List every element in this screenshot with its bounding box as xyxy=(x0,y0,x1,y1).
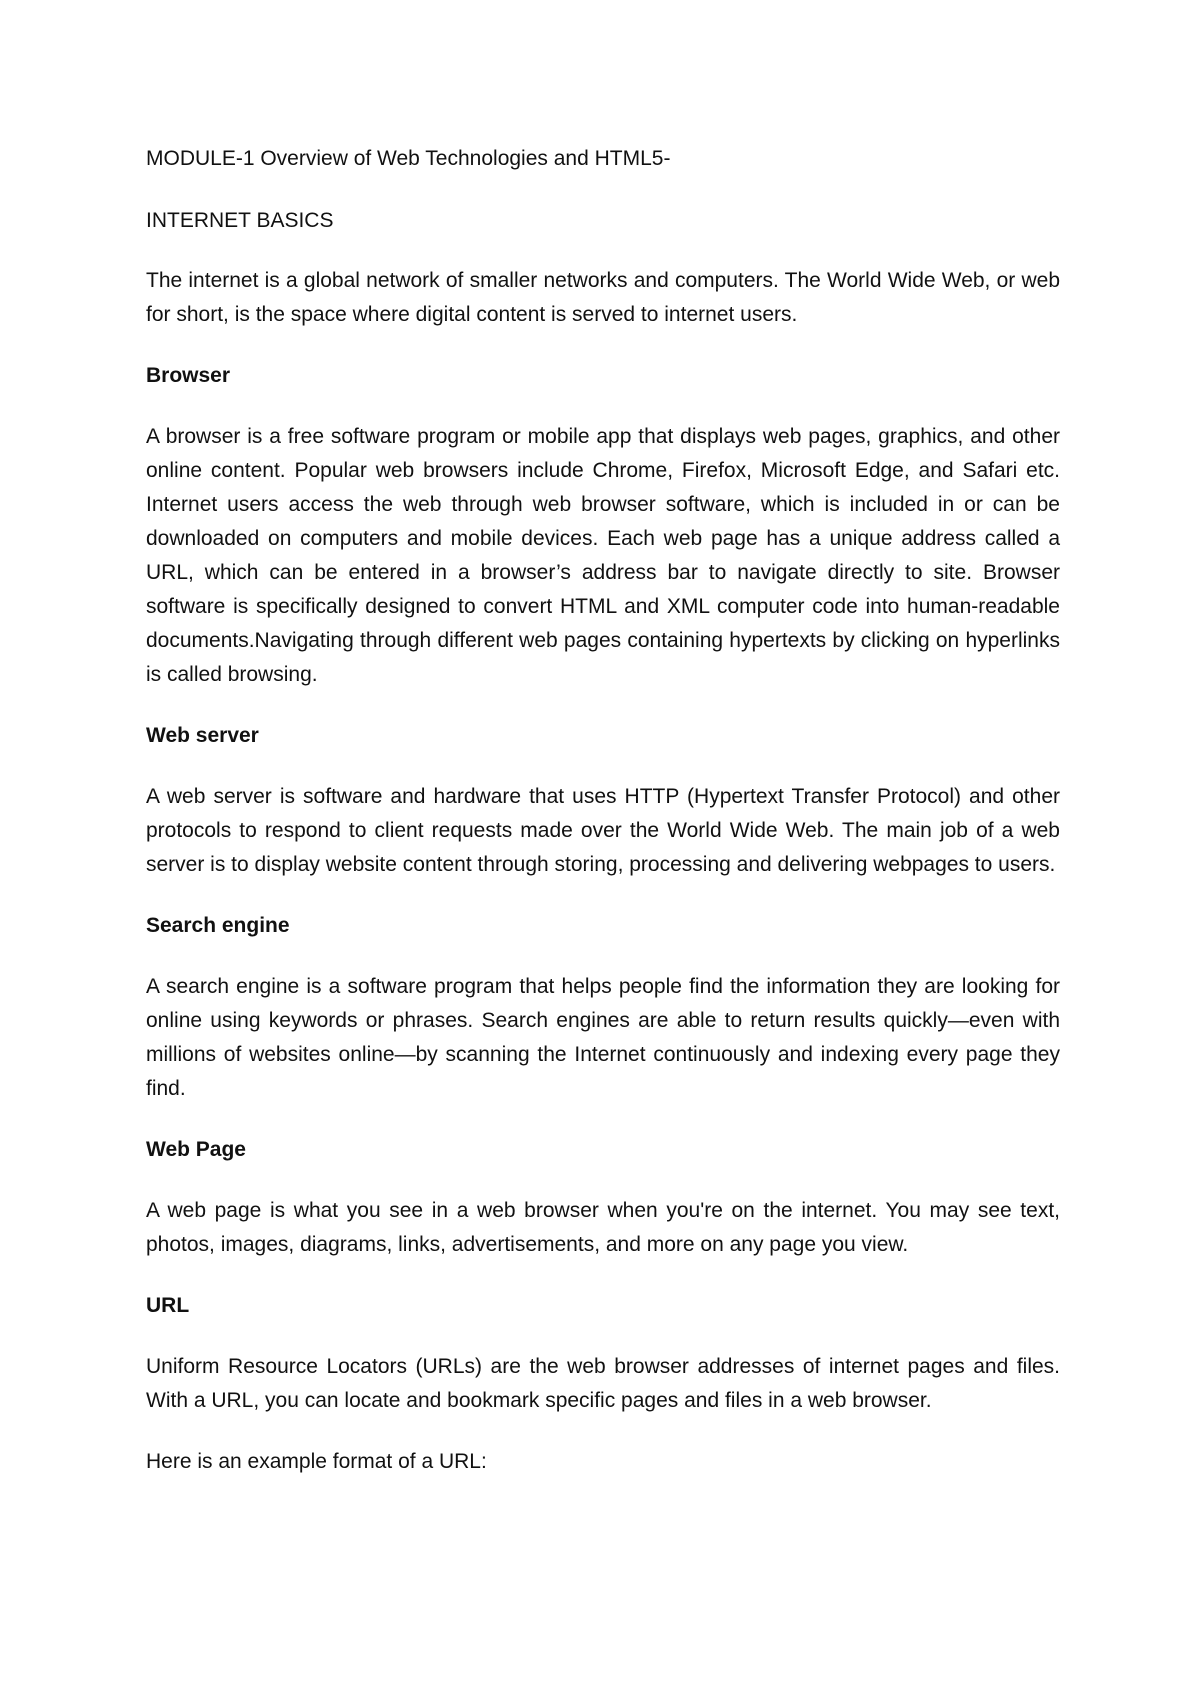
paragraph-browser: A browser is a free software program or mobile app that displays web pages, graphics, and other online content. Popular web browsers include Chrome, Firefox, Microsoft Edge, and Safari etc. Internet users access the web through web browser software, which is included in or can be downloaded on computers and mobile devices. Each web page has a unique address called a URL, which can be entered in a browser’s address bar to navigate directly to site. Browser software is specifically designed to convert HTML and XML computer code into human-readable documents.Navigating through different web pages containing hypertexts by clicking on hyperlinks is called browsing. xyxy=(146,425,1060,686)
paragraph-search-engine: A search engine is a software program that helps people find the information they are looking for online using keywords or phrases. Search engines are able to return results quickly—even with millions of websites online—by scanning the Internet continuously and indexing every page they find. xyxy=(146,975,1060,1100)
closing-line: Here is an example format of a URL: xyxy=(146,1450,487,1473)
intro-paragraph: The internet is a global network of smaller networks and computers. The World Wide Web, or web for short, is the space where digital content is served to internet users. xyxy=(146,269,1060,326)
paragraph-web-page: A web page is what you see in a web browser when you're on the internet. You may see text, photos, images, diagrams, links, advertisements, and more on any page you view. xyxy=(146,1199,1060,1256)
paragraph-web-server: A web server is software and hardware that uses HTTP (Hypertext Transfer Protocol) and other protocols to respond to client requests made over the World Wide Web. The main job of a web server is to display website content through storing, processing and delivering webpages to users. xyxy=(146,785,1060,876)
heading-web-server: Web server xyxy=(146,724,259,747)
paragraph-url: Uniform Resource Locators (URLs) are the web browser addresses of internet pages and files. With a URL, you can locate and bookmark specific pages and files in a web browser. xyxy=(146,1355,1060,1412)
heading-url: URL xyxy=(146,1294,190,1317)
module-title: MODULE-1 Overview of Web Technologies and HTML5- xyxy=(146,147,671,170)
section-label: INTERNET BASICS xyxy=(146,209,334,232)
heading-browser: Browser xyxy=(146,364,231,387)
heading-search-engine: Search engine xyxy=(146,914,290,937)
heading-web-page: Web Page xyxy=(146,1138,246,1161)
document-page xyxy=(146,142,1060,1479)
